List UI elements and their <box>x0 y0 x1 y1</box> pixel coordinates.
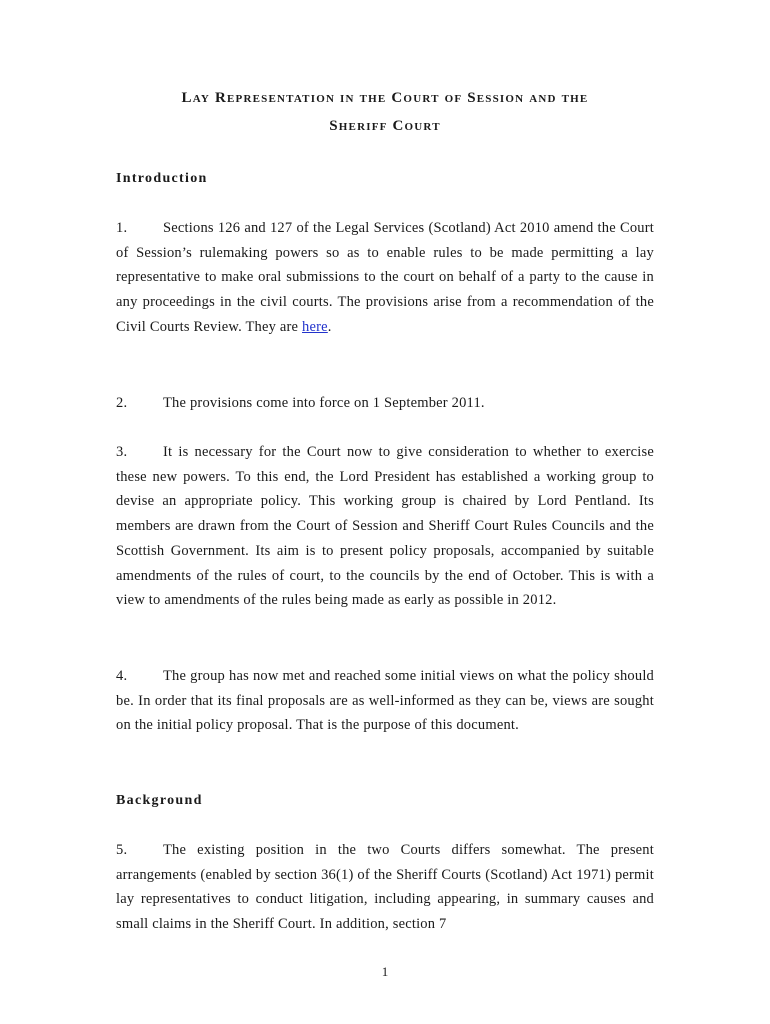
paragraph-number: 3. <box>116 444 128 460</box>
paragraph-5 <box>116 838 654 937</box>
paragraph-text: The group has now met and reached some initial views on what the policy should be. In order that its final proposals are as well-informed as they can be, views are sought on the initial policy proposal. That is the purpose of this document. <box>116 668 654 734</box>
document-title-line-1: Lay Representation in the Court of Session and the <box>181 90 589 106</box>
paragraph-text-end: . <box>327 318 332 335</box>
paragraph-number: 2. <box>116 395 128 411</box>
paragraph-2 <box>116 391 654 416</box>
section-heading-introduction: Introduction <box>116 171 208 186</box>
paragraph-text: Sections 126 and 127 of the Legal Services (Scotland) Act 2010 amend the Court of Session’s rulemaking powers so as to enable rules to be made permitting a lay representative to make oral submissions to the court on behalf of a party to the cause in any proceedings in the civil courts. The provisions arise from a recommendation of the Civil Courts Review. They are <box>116 220 654 335</box>
paragraph-text: The existing position in the two Courts differs somewhat. The present arrangements (enabled by section 36(1) of the Sheriff Courts (Scotland) Act 1971) permit lay representatives to conduct litigation, including appearing, in summary causes and small claims in the Sheriff Court. In addition, section 7 <box>116 842 654 933</box>
document-title-line-2: Sheriff Court <box>329 118 441 134</box>
page-number: 1 <box>381 964 389 979</box>
section-heading-background: Background <box>116 793 203 808</box>
paragraph-number: 5. <box>116 842 128 858</box>
here-link[interactable]: here <box>302 318 328 335</box>
paragraph-number: 1. <box>116 220 128 236</box>
paragraph-text: It is necessary for the Court now to give consideration to whether to exercise these new powers. To this end, the Lord President has established a working group to devise an appropriate policy. This working group is chaired by Lord Pentland. Its members are drawn from the Court of Session and Sheriff Court Rules Councils and the Scottish Government. Its aim is to present policy proposals, accompanied by suitable amendments of the rules of court, to the councils by the end of October. This is with a view to amendments of the rules being made as early as possible in 2012. <box>116 444 654 609</box>
paragraph-text: The provisions come into force on 1 September 2011. <box>163 395 485 411</box>
paragraph-number: 4. <box>116 668 128 684</box>
paragraph-1 <box>116 216 654 340</box>
paragraph-3 <box>116 440 654 613</box>
paragraph-4 <box>116 664 654 738</box>
